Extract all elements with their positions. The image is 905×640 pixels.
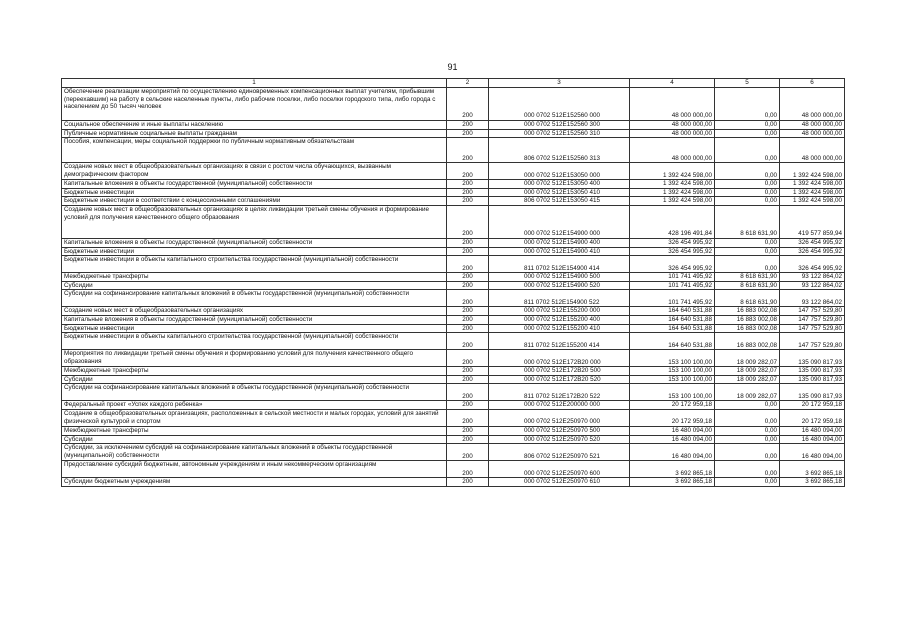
budget-classification-code: 806 0702 512E250970 521 [489, 444, 630, 461]
row-description: Пособия, компенсации, меры социальной поддержки по публичным нормативным обязательствам [62, 138, 447, 163]
row-description: Субсидии [62, 281, 447, 290]
budget-classification-code: 000 0702 512E155200 000 [489, 307, 630, 316]
budget-classification-code: 000 0702 512E154900 400 [489, 238, 630, 247]
table-row [62, 238, 845, 247]
remaining-amount: 93 122 864,02 [780, 281, 845, 290]
approved-amount: 326 454 995,92 [630, 256, 715, 273]
remaining-amount: 1 392 424 598,00 [780, 197, 845, 206]
executed-amount: 0,00 [715, 138, 780, 163]
table-row [62, 121, 845, 130]
row-description: Капитальные вложения в объекты государственной (муниципальной) собственности [62, 315, 447, 324]
approved-amount: 164 640 531,88 [630, 324, 715, 333]
table-row [62, 163, 845, 180]
remaining-amount: 326 454 995,92 [780, 256, 845, 273]
budget-table [61, 78, 845, 487]
executed-amount: 0,00 [715, 444, 780, 461]
budget-classification-code: 000 0702 512E152560 310 [489, 129, 630, 138]
row-description: Предоставление субсидий бюджетным, автономным учреждениям и иным некоммерческим организациям [62, 461, 447, 478]
approved-amount: 164 640 531,88 [630, 307, 715, 316]
executed-amount: 0,00 [715, 129, 780, 138]
approved-amount: 101 741 495,92 [630, 290, 715, 307]
remaining-amount: 1 392 424 598,00 [780, 163, 845, 180]
table-row [62, 247, 845, 256]
executed-amount: 0,00 [715, 426, 780, 435]
row-description: Создание новых мест в общеобразовательных организациях в связи с ростом числа обучающихся, вызванным демографическим фактором [62, 163, 447, 180]
budget-classification-code: 000 0702 512E154900 000 [489, 205, 630, 238]
line-code: 200 [447, 163, 489, 180]
line-code: 200 [447, 350, 489, 367]
line-code: 200 [447, 88, 489, 121]
budget-classification-code: 000 0702 512E154900 500 [489, 273, 630, 282]
column-header: 2 [447, 79, 489, 88]
budget-classification-code: 000 0702 512E152560 000 [489, 88, 630, 121]
row-description: Обеспечение реализации мероприятий по осуществлению единовременных компенсационных выплат учителям, прибывшим (переехавшим) на работу в сельские населенные пункты, либо рабочие поселки, либо поселки городского типа, либо города с населением до 50 тысяч человек [62, 88, 447, 121]
budget-classification-code: 000 0702 512E172B20 000 [489, 350, 630, 367]
budget-classification-code: 811 0702 512E172B20 522 [489, 384, 630, 401]
line-code: 200 [447, 138, 489, 163]
table-row [62, 88, 845, 121]
approved-amount: 164 640 531,88 [630, 333, 715, 350]
line-code: 200 [447, 290, 489, 307]
approved-amount: 153 100 100,00 [630, 350, 715, 367]
line-code: 200 [447, 367, 489, 376]
table-row [62, 129, 845, 138]
budget-classification-code: 000 0702 512E153050 410 [489, 188, 630, 197]
executed-amount: 16 883 002,08 [715, 307, 780, 316]
approved-amount: 48 000 000,00 [630, 138, 715, 163]
approved-amount: 153 100 100,00 [630, 375, 715, 384]
remaining-amount: 48 000 000,00 [780, 129, 845, 138]
line-code: 200 [447, 461, 489, 478]
line-code: 200 [447, 401, 489, 410]
budget-classification-code: 000 0702 512E250970 600 [489, 461, 630, 478]
line-code: 200 [447, 315, 489, 324]
row-description: Создание новых мест в общеобразовательных организациях [62, 307, 447, 316]
remaining-amount: 48 000 000,00 [780, 121, 845, 130]
budget-classification-code: 000 0702 512E155200 400 [489, 315, 630, 324]
row-description: Бюджетные инвестиции в объекты капитального строительства государственной (муниципальной) собственности [62, 256, 447, 273]
executed-amount: 18 009 282,07 [715, 367, 780, 376]
executed-amount: 0,00 [715, 256, 780, 273]
remaining-amount: 20 172 959,18 [780, 409, 845, 426]
approved-amount: 3 692 865,18 [630, 478, 715, 487]
row-description: Капитальные вложения в объекты государственной (муниципальной) собственности [62, 238, 447, 247]
approved-amount: 16 480 094,00 [630, 435, 715, 444]
executed-amount: 0,00 [715, 238, 780, 247]
remaining-amount: 147 757 529,80 [780, 315, 845, 324]
line-code: 200 [447, 281, 489, 290]
executed-amount: 18 009 282,07 [715, 375, 780, 384]
executed-amount: 8 618 631,90 [715, 273, 780, 282]
table-row [62, 281, 845, 290]
executed-amount: 8 618 631,90 [715, 205, 780, 238]
page-number: 91 [447, 62, 458, 72]
executed-amount: 0,00 [715, 121, 780, 130]
row-description: Межбюджетные трансферты [62, 367, 447, 376]
row-description: Субсидии [62, 375, 447, 384]
remaining-amount: 1 392 424 598,00 [780, 188, 845, 197]
remaining-amount: 135 090 817,93 [780, 375, 845, 384]
table-row [62, 315, 845, 324]
executed-amount: 0,00 [715, 478, 780, 487]
table-row [62, 350, 845, 367]
budget-classification-code: 806 0702 512E153050 415 [489, 197, 630, 206]
budget-classification-code: 000 0702 512E172B20 500 [489, 367, 630, 376]
table-row [62, 333, 845, 350]
approved-amount: 3 692 865,18 [630, 461, 715, 478]
executed-amount: 16 883 002,08 [715, 324, 780, 333]
table-row [62, 426, 845, 435]
approved-amount: 326 454 995,92 [630, 238, 715, 247]
row-description: Федеральный проект «Успех каждого ребенка» [62, 401, 447, 410]
approved-amount: 16 480 094,00 [630, 426, 715, 435]
executed-amount: 0,00 [715, 461, 780, 478]
column-header: 4 [630, 79, 715, 88]
approved-amount: 1 392 424 598,00 [630, 197, 715, 206]
column-header: 6 [780, 79, 845, 88]
budget-classification-code: 000 0702 512E200000 000 [489, 401, 630, 410]
executed-amount: 0,00 [715, 435, 780, 444]
remaining-amount: 93 122 864,02 [780, 290, 845, 307]
row-description: Бюджетные инвестиции в соответствии с концессионными соглашениями [62, 197, 447, 206]
line-code: 200 [447, 247, 489, 256]
line-code: 200 [447, 333, 489, 350]
budget-classification-code: 806 0702 512E152560 313 [489, 138, 630, 163]
line-code: 200 [447, 129, 489, 138]
remaining-amount: 20 172 959,18 [780, 401, 845, 410]
row-description: Создание новых мест в общеобразовательных организациях в целях ликвидации третьей смены обучения и формирование условий для получения качественного общего образования [62, 205, 447, 238]
row-description: Бюджетные инвестиции в объекты капитального строительства государственной (муниципальной) собственности [62, 333, 447, 350]
row-description: Субсидии на софинансирование капитальных вложений в объекты государственной (муниципальной) собственности [62, 384, 447, 401]
budget-classification-code: 000 0702 512E152560 300 [489, 121, 630, 130]
row-description: Субсидии на софинансирование капитальных вложений в объекты государственной (муниципальной) собственности [62, 290, 447, 307]
line-code: 200 [447, 121, 489, 130]
budget-classification-code: 811 0702 512E155200 414 [489, 333, 630, 350]
line-code: 200 [447, 426, 489, 435]
line-code: 200 [447, 409, 489, 426]
approved-amount: 48 000 000,00 [630, 121, 715, 130]
budget-classification-code: 000 0702 512E154900 410 [489, 247, 630, 256]
row-description: Капитальные вложения в объекты государственной (муниципальной) собственности [62, 180, 447, 189]
executed-amount: 16 883 002,08 [715, 333, 780, 350]
budget-classification-code: 811 0702 512E154900 522 [489, 290, 630, 307]
remaining-amount: 3 692 865,18 [780, 478, 845, 487]
executed-amount: 0,00 [715, 401, 780, 410]
approved-amount: 326 454 995,92 [630, 247, 715, 256]
table-row [62, 205, 845, 238]
row-description: Создание в общеобразовательных организациях, расположенных в сельской местности и малых городах, условий для занятий физической культурой и спортом [62, 409, 447, 426]
approved-amount: 20 172 959,18 [630, 409, 715, 426]
column-header: 5 [715, 79, 780, 88]
line-code: 200 [447, 197, 489, 206]
remaining-amount: 48 000 000,00 [780, 138, 845, 163]
budget-classification-code: 000 0702 512E154900 520 [489, 281, 630, 290]
approved-amount: 1 392 424 598,00 [630, 188, 715, 197]
table-row [62, 401, 845, 410]
budget-classification-code: 000 0702 512E250970 500 [489, 426, 630, 435]
approved-amount: 16 480 094,00 [630, 444, 715, 461]
row-description: Публичные нормативные социальные выплаты гражданам [62, 129, 447, 138]
budget-classification-code: 000 0702 512E153050 400 [489, 180, 630, 189]
approved-amount: 1 392 424 598,00 [630, 163, 715, 180]
remaining-amount: 147 757 529,80 [780, 333, 845, 350]
table-row [62, 375, 845, 384]
remaining-amount: 135 090 817,93 [780, 384, 845, 401]
approved-amount: 1 392 424 598,00 [630, 180, 715, 189]
table-row [62, 180, 845, 189]
remaining-amount: 16 480 094,00 [780, 426, 845, 435]
approved-amount: 48 000 000,00 [630, 129, 715, 138]
executed-amount: 0,00 [715, 197, 780, 206]
executed-amount: 0,00 [715, 88, 780, 121]
remaining-amount: 135 090 817,93 [780, 367, 845, 376]
row-description: Социальное обеспечение и иные выплаты населению [62, 121, 447, 130]
executed-amount: 0,00 [715, 247, 780, 256]
remaining-amount: 419 577 859,94 [780, 205, 845, 238]
line-code: 200 [447, 435, 489, 444]
line-code: 200 [447, 384, 489, 401]
line-code: 200 [447, 238, 489, 247]
line-code: 200 [447, 375, 489, 384]
budget-classification-code: 000 0702 512E155200 410 [489, 324, 630, 333]
table-row [62, 197, 845, 206]
row-description: Субсидии [62, 435, 447, 444]
remaining-amount: 48 000 000,00 [780, 88, 845, 121]
executed-amount: 0,00 [715, 188, 780, 197]
executed-amount: 18 009 282,07 [715, 384, 780, 401]
executed-amount: 8 618 631,90 [715, 281, 780, 290]
line-code: 200 [447, 273, 489, 282]
table-row [62, 435, 845, 444]
approved-amount: 153 100 100,00 [630, 384, 715, 401]
table-row [62, 384, 845, 401]
approved-amount: 101 741 495,92 [630, 281, 715, 290]
remaining-amount: 93 122 864,02 [780, 273, 845, 282]
approved-amount: 101 741 495,92 [630, 273, 715, 282]
line-code: 200 [447, 444, 489, 461]
table-row [62, 444, 845, 461]
executed-amount: 0,00 [715, 180, 780, 189]
executed-amount: 8 618 631,90 [715, 290, 780, 307]
budget-classification-code: 000 0702 512E153050 000 [489, 163, 630, 180]
approved-amount: 164 640 531,88 [630, 315, 715, 324]
column-header: 3 [489, 79, 630, 88]
executed-amount: 16 883 002,08 [715, 315, 780, 324]
remaining-amount: 147 757 529,80 [780, 307, 845, 316]
line-code: 200 [447, 307, 489, 316]
row-description: Субсидии бюджетным учреждениям [62, 478, 447, 487]
table-row [62, 138, 845, 163]
table-row [62, 461, 845, 478]
remaining-amount: 3 692 865,18 [780, 461, 845, 478]
table-row [62, 409, 845, 426]
budget-classification-code: 000 0702 512E172B20 520 [489, 375, 630, 384]
table-row [62, 290, 845, 307]
line-code: 200 [447, 478, 489, 487]
table-row [62, 188, 845, 197]
line-code: 200 [447, 324, 489, 333]
line-code: 200 [447, 188, 489, 197]
remaining-amount: 16 480 094,00 [780, 444, 845, 461]
approved-amount: 153 100 100,00 [630, 367, 715, 376]
line-code: 200 [447, 180, 489, 189]
remaining-amount: 1 392 424 598,00 [780, 180, 845, 189]
budget-classification-code: 000 0702 512E250970 520 [489, 435, 630, 444]
row-description: Субсидии, за исключением субсидий на софинансирование капитальных вложений в объекты государственной (муниципальной) собственности [62, 444, 447, 461]
budget-classification-code: 000 0702 512E250970 000 [489, 409, 630, 426]
table-row [62, 273, 845, 282]
table-header-row [62, 79, 845, 88]
executed-amount: 0,00 [715, 409, 780, 426]
remaining-amount: 326 454 995,92 [780, 247, 845, 256]
row-description: Бюджетные инвестиции [62, 247, 447, 256]
executed-amount: 18 009 282,07 [715, 350, 780, 367]
row-description: Мероприятия по ликвидации третьей смены обучения и формированию условий для получения качественного общего образования [62, 350, 447, 367]
table-row [62, 256, 845, 273]
table-row [62, 478, 845, 487]
row-description: Межбюджетные трансферты [62, 426, 447, 435]
budget-classification-code: 000 0702 512E250970 610 [489, 478, 630, 487]
row-description: Бюджетные инвестиции [62, 324, 447, 333]
row-description: Межбюджетные трансферты [62, 273, 447, 282]
row-description: Бюджетные инвестиции [62, 188, 447, 197]
approved-amount: 20 172 959,18 [630, 401, 715, 410]
table-row [62, 324, 845, 333]
line-code: 200 [447, 256, 489, 273]
table-row [62, 367, 845, 376]
table-row [62, 307, 845, 316]
remaining-amount: 135 090 817,93 [780, 350, 845, 367]
remaining-amount: 147 757 529,80 [780, 324, 845, 333]
approved-amount: 428 196 491,84 [630, 205, 715, 238]
column-header: 1 [62, 79, 447, 88]
remaining-amount: 16 480 094,00 [780, 435, 845, 444]
line-code: 200 [447, 205, 489, 238]
executed-amount: 0,00 [715, 163, 780, 180]
budget-classification-code: 811 0702 512E154900 414 [489, 256, 630, 273]
remaining-amount: 326 454 995,92 [780, 238, 845, 247]
approved-amount: 48 000 000,00 [630, 88, 715, 121]
